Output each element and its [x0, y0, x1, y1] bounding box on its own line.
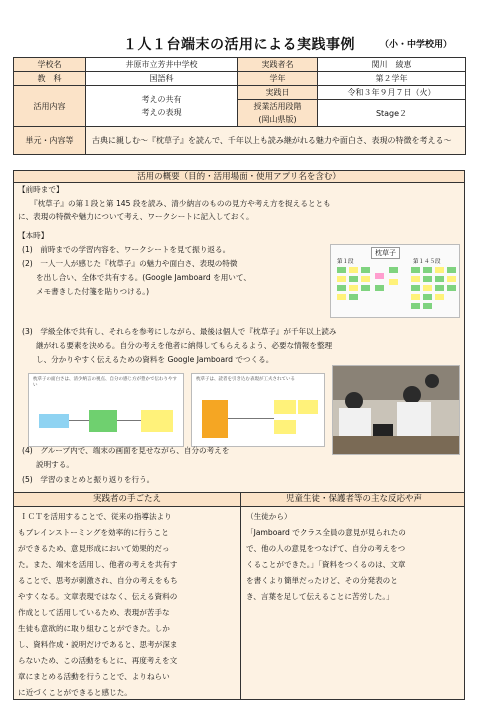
step-4a: (4) グループ内で、端末の画面を見せながら、自分の考えを [22, 446, 230, 455]
subject-label: 教 科 [14, 72, 86, 86]
title-sub: （小・中学校用） [379, 40, 452, 50]
unit-value: 古典に親しむ～『枕草子』を読んで、千年以上も読み継がれる魅力や面白さ、表現の特徴を考える～ [86, 127, 466, 155]
activity-value [86, 86, 238, 127]
school-value: 井原市立芳井中学校 [86, 58, 238, 72]
prev-heading: 【前時まで】 [18, 185, 64, 194]
activity-value-2: 考えの表現 [141, 108, 182, 117]
school-label: 学校名 [14, 58, 86, 72]
subject-value: 国語科 [86, 72, 238, 86]
slide-screenshot-1 [28, 373, 184, 447]
overview-heading: 活用の概要（目的・活用場面・使用アプリ名を含む） [13, 170, 465, 183]
practitioner-value: 関川 綾恵 [318, 58, 466, 72]
step-3c: し、分かりやすく伝えるための資料を Google Jamboard でつくる。 [36, 355, 274, 364]
classroom-photo [332, 365, 460, 455]
page-title [0, 34, 478, 54]
feedback-line-4: た。また、端末を活用し、他者の考えを共有す [18, 560, 178, 569]
overview-body [13, 183, 465, 493]
bottom-header [13, 493, 465, 507]
feedback-line-2: もブレインストーミングを効率的に行うこと [18, 528, 169, 537]
reaction-line-6: き、言葉を足して伝えることに苦労した。」 [246, 592, 394, 601]
info-table [13, 57, 466, 155]
date-label: 実践日 [238, 86, 318, 100]
feedback-line-5: ることで、思考が刺激され、自分の考えをもち [18, 576, 178, 585]
feedback-line-3: ができるため、意見形成において効果的だっ [18, 544, 170, 553]
activity-label: 活用内容 [14, 86, 86, 127]
activity-value-1: 考えの共有 [141, 95, 182, 104]
feedback-line-8: 生徒も意欲的に取り組むことができた。しか [18, 624, 170, 633]
left-heading: 実践者の手ごたえ [92, 494, 161, 504]
jam-left-label: 第１段 [337, 259, 354, 265]
reaction-line-3: で、他の人の意見をつなげて、自分の考えをつ [246, 544, 406, 553]
slide-2-text: 枕草子は、読者を引き込む表現が工夫されている [196, 377, 295, 382]
main-heading: 【本時】 [18, 231, 49, 240]
jam-right-label: 第１４５段 [413, 259, 441, 265]
prev-text-1: 『枕草子』の第１段と第 145 段を読み、清少納言のものの見方や考え方を捉えるととも [30, 199, 331, 208]
stage-label-1: 授業活用段階 [238, 100, 318, 114]
practitioner-label: 実践者名 [238, 58, 318, 72]
reaction-line-5: を書くより簡単だったけど、その分発表のと [246, 576, 398, 585]
step-3a: (3) 学級全体で共有し、それらを参考にしながら、最後は個人で『枕草子』が千年以上読み [22, 327, 337, 336]
reaction-line-2: 「Jamboard でクラス全員の意見が見られたの [246, 528, 406, 537]
step-5: (5) 学習のまとめと振り返りを行う。 [22, 475, 155, 484]
jamboard-screenshot [330, 244, 460, 318]
step-3b: 継がれる要素を決める。自分の考えを他者に納得してもらえるよう、必要な情報を整理 [36, 341, 333, 350]
prev-text-2: に、表現の特徴や魅力について考え、ワークシートに記入しておく。 [18, 212, 254, 221]
stage-value: Stage２ [318, 100, 466, 127]
feedback-line-6: やすくなる。文章表現ではなく、伝える資料の [18, 592, 178, 601]
feedback-line-1: ＩＣＴを活用することで、従来の指導法より [20, 512, 172, 521]
feedback-line-9: し、資料作成・説明だけであると、思考が深ま [18, 640, 178, 649]
step-1: (1) 前時までの学習内容を、ワークシートを見て振り返る。 [22, 245, 231, 254]
slide-1-text: 枕草子の面白さは、清少納言の視点、自分の感じ方が豊かで伝わりやすい [33, 377, 177, 388]
feedback-line-7: 作成として活用しているため、表現が苦手な [18, 608, 170, 617]
reaction-line-4: くることができた。」「資料をつくるのは、文章 [246, 560, 406, 569]
feedback-line-10: らないため、この活動をもとに、再度考えを文 [18, 656, 178, 665]
step-2c: メモ書きした付箋を貼りつける。) [36, 287, 150, 296]
unit-label: 単元・内容等 [14, 127, 86, 155]
jam-title: 枕草子 [371, 247, 400, 259]
stage-label-2: (岡山県版) [238, 114, 318, 127]
date-value: 令和３年９月７日（火） [318, 86, 466, 100]
grade-value: 第２学年 [318, 72, 466, 86]
step-4b: 説明する。 [36, 460, 74, 469]
step-2a: (2) 一人一人が感じた『枕草子』の魅力や面白さ、表現の特徴 [22, 259, 238, 268]
bottom-body-divider [240, 507, 241, 699]
step-2b: を出し合い、全体で共有する。(Google Jamboard を用いて、 [36, 273, 251, 282]
reaction-line-1: （生徒から） [246, 512, 292, 521]
feedback-line-11: 章にまとめる活動を行うことで、よりねらい [18, 672, 170, 681]
bottom-body [13, 507, 465, 700]
grade-label: 学年 [238, 72, 318, 86]
title-text: １人１台端末の活用による実践事例 [123, 37, 355, 53]
feedback-line-12: に近づくことができると感じた。 [18, 688, 132, 697]
right-heading: 児童生徒・保護者等の主な反応や声 [285, 494, 422, 504]
slide-screenshot-2 [191, 373, 325, 447]
